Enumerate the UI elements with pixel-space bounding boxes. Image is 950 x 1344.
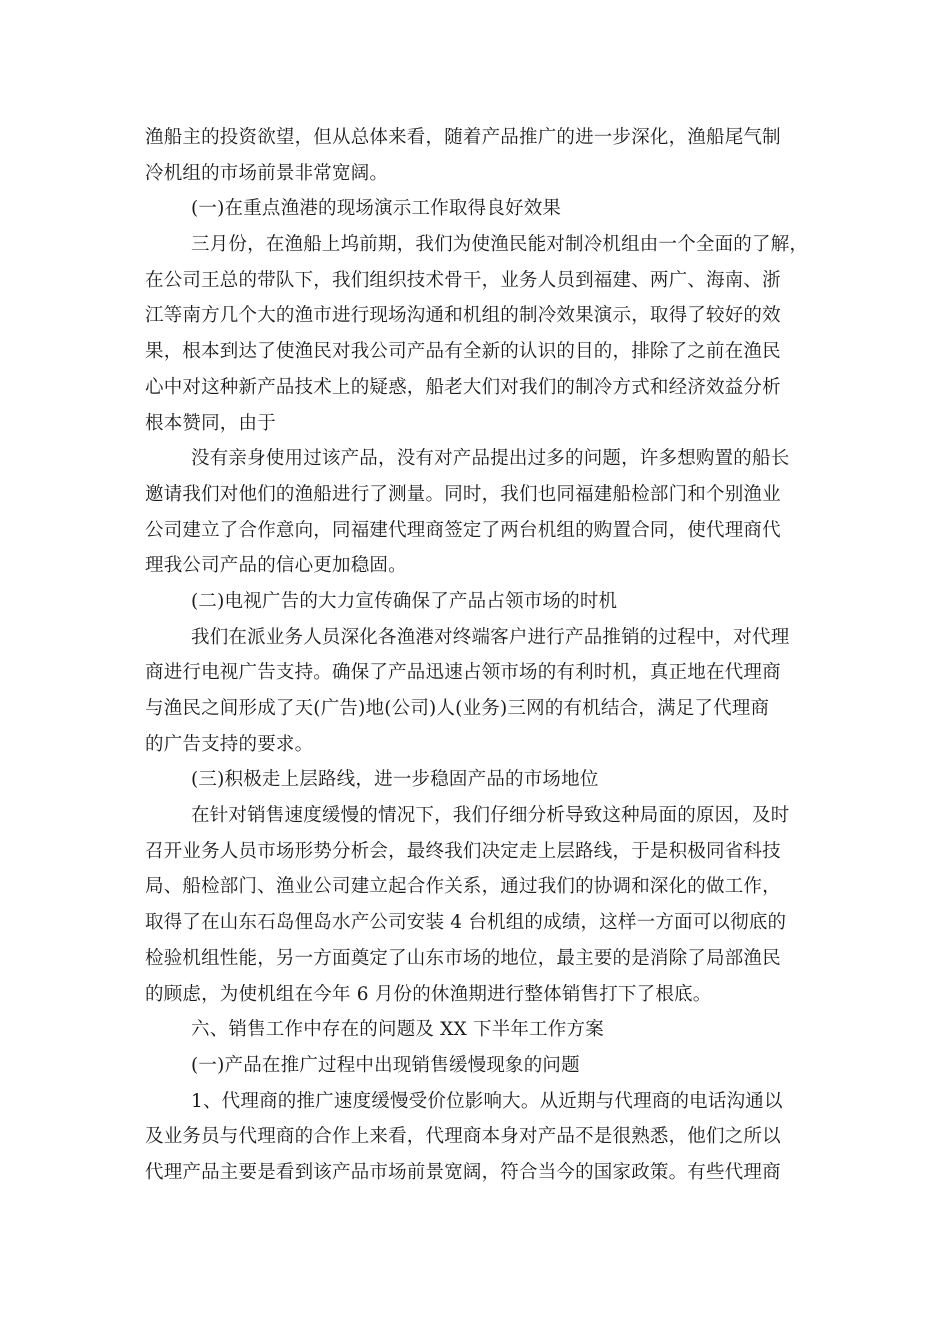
section-heading: (一)产品在推广过程中出现销售缓慢现象的问题 <box>191 1054 580 1076</box>
document-body <box>145 120 810 1191</box>
text-line: 冷机组的市场前景非常宽阔。 <box>145 162 389 184</box>
section-heading: 六、销售工作中存在的问题及 XX 下半年工作方案 <box>191 1019 604 1041</box>
text-line: 检验机组性能，另一方面奠定了山东市场的地位，最主要的是消除了局部渔民 <box>145 947 781 969</box>
text-line: 我们在派业务人员深化各渔港对终端客户进行产品推销的过程中，对代理 <box>191 626 790 648</box>
text-line: 代理产品主要是看到该产品市场前景宽阔，符合当今的国家政策。有些代理商 <box>145 1161 781 1183</box>
text-line: 在针对销售速度缓慢的情况下，我们仔细分析导致这种局面的原因，及时 <box>191 805 790 827</box>
text-line: 取得了在山东石岛俚岛水产公司安装 4 台机组的成绩，这样一方面可以彻底的 <box>145 912 787 934</box>
text-line: 渔船主的投资欲望，但从总体来看，随着产品推广的进一步深化，渔船尾气制 <box>145 127 781 148</box>
section-heading: (二)电视广告的大力宣传确保了产品占领市场的时机 <box>191 590 618 612</box>
text-line: 根本赞同，由于 <box>145 412 276 434</box>
text-line: 心中对这种新产品技术上的疑惑，船老大们对我们的制冷方式和经济效益分析 <box>145 376 781 398</box>
text-line: 果，根本到达了使渔民对我公司产品有全新的认识的目的，排除了之前在渔民 <box>145 341 781 363</box>
text-line: 理我公司产品的信心更加稳固。 <box>145 555 407 577</box>
text-line: 1、代理商的推广速度缓慢受价位影响大。从近期与代理商的电话沟通以 <box>191 1090 783 1112</box>
text-line: 召开业务人员市场形势分析会，最终我们决定走上层路线，于是积极同省科技 <box>145 840 781 862</box>
text-line: 在公司王总的带队下，我们组织技术骨干，业务人员到福建、两广、海南、浙 <box>145 269 781 291</box>
text-line: 局、船检部门、渔业公司建立起合作关系，通过我们的协调和深化的做工作， <box>145 876 781 898</box>
text-line: 三月份，在渔船上坞前期，我们为使渔民能对制冷机组由一个全面的了解， <box>191 234 809 256</box>
section-heading: (三)积极走上层路线，进一步稳固产品的市场地位 <box>191 769 599 791</box>
text-line: 江等南方几个大的渔市进行现场沟通和机组的制冷效果演示，取得了较好的效 <box>145 305 781 327</box>
text-line: 及业务员与代理商的合作上来看，代理商本身对产品不是很熟悉，他们之所以 <box>145 1126 781 1148</box>
text-line: 商进行电视广告支持。确保了产品迅速占领市场的有利时机，真正地在代理商 <box>145 662 781 684</box>
section-heading: (一)在重点渔港的现场演示工作取得良好效果 <box>191 198 562 220</box>
text-line: 邀请我们对他们的渔船进行了测量。同时，我们也同福建船检部门和个别渔业 <box>145 483 781 505</box>
text-line: 没有亲身使用过该产品，没有对产品提出过多的问题，许多想购置的船长 <box>191 448 790 470</box>
text-line: 公司建立了合作意向，同福建代理商签定了两台机组的购置合同，使代理商代 <box>145 519 781 541</box>
text-line: 与渔民之间形成了天(广告)地(公司)人(业务)三网的有机结合，满足了代理商 <box>145 698 770 719</box>
text-line: 的顾虑，为使机组在今年 6 月份的休渔期进行整体销售打下了根底。 <box>145 983 712 1005</box>
text-line: 的广告支持的要求。 <box>145 733 314 755</box>
